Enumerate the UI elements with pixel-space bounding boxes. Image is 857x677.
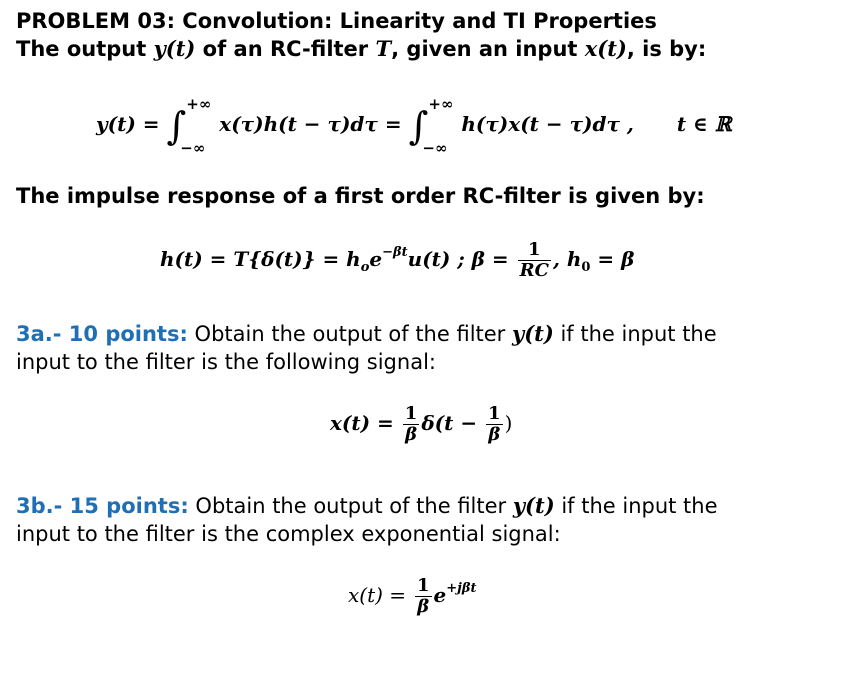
integral-sign: ∫ [166, 104, 187, 148]
fraction: $\frac{1}{RC}$ [519, 239, 549, 281]
problem-intro: The output y(t) of an RC-filter T, given an input x(t), is by: [16, 36, 707, 61]
part-b-text: 3b.- 15 points: Obtain the output of the filter y(t) if the input the [16, 493, 718, 518]
part-b-text-line2: input to the filter is the complex exponential signal: [16, 522, 561, 546]
part-a-label: 3a.- 10 points: [16, 322, 188, 346]
input-signal-b-equation: x(t) = $\frac{1}{\beta}$ $e^{+j\beta t}$ [348, 575, 477, 617]
integral-limits: +∞ −∞ [422, 94, 454, 157]
convolution-equation: y(t) = ∫ +∞ −∞ x(τ)h(t − τ)dτ = ∫ +∞ −∞ h(τ)x(t − τ)dτ , t ∈ ℝ [96, 94, 732, 157]
fraction: $\frac{1}{\beta}$ [417, 575, 430, 617]
part-b-label: 3b.- 15 points: [16, 494, 189, 518]
integral-sign: ∫ [408, 104, 429, 148]
impulse-response-equation: $h(t) = T\{\delta(t)\} = h_oe^{-\beta t}u(t)$ ; β = $\frac{1}{RC}$ , $h_0 = \beta$ [160, 239, 635, 281]
fraction: $\frac{1}{\beta}$ [404, 403, 418, 445]
integral-limits: +∞ −∞ [180, 94, 212, 157]
part-a-text: 3a.- 10 points: Obtain the output of the filter y(t) if the input the [16, 321, 717, 346]
fraction: $\frac{1}{\beta}$ [488, 403, 501, 445]
problem-title: PROBLEM 03: Convolution: Linearity and TI Properties [16, 9, 657, 33]
input-signal-a-equation: x(t) = $\frac{1}{\beta}$ δ(t − $\frac{1}{\beta}$ ) [330, 403, 513, 445]
impulse-heading: The impulse response of a first order RC-filter is given by: [16, 184, 705, 208]
part-a-text-line2: input to the filter is the following signal: [16, 350, 436, 374]
